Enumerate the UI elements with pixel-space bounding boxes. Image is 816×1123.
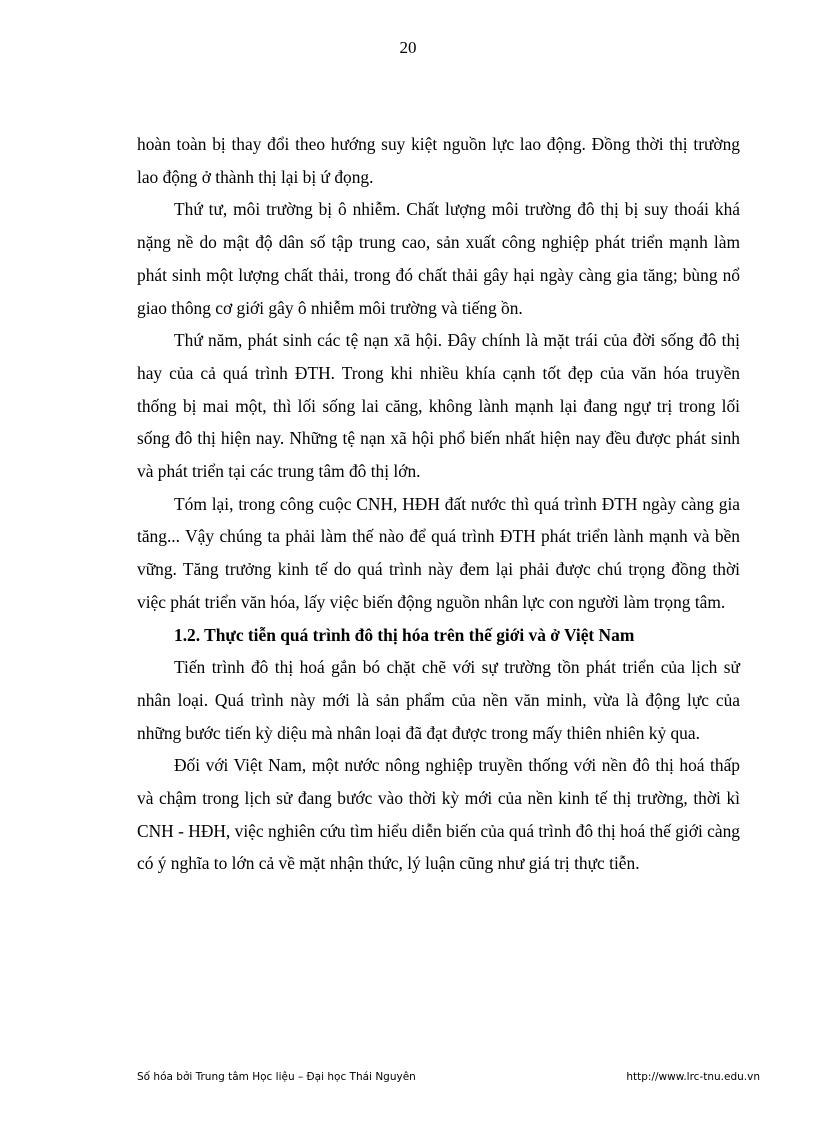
section-heading: 1.2. Thực tiễn quá trình đô thị hóa trên thế giới và ở Việt Nam bbox=[174, 624, 635, 645]
footer-url[interactable]: http://www.lrc-tnu.edu.vn bbox=[626, 1071, 760, 1083]
paragraph-summary: Tóm lại, trong công cuộc CNH, HĐH đất nước thì quá trình ĐTH ngày càng gia tăng... Vậy chúng ta phải làm thế nào để quá trình ĐTH phát triển lành mạnh và bền vững. Tăng trưởng kinh tế do quá trình này đem lại phải được chú trọng đồng thời việc phát triển văn hóa, lấy việc biến động nguồn nhân lực con người làm trọng tâm. bbox=[137, 493, 740, 612]
paragraph-continuation: hoàn toàn bị thay đổi theo hướng suy kiệt nguồn lực lao động. Đồng thời thị trường lao động ở thành thị lại bị ứ đọng. bbox=[137, 134, 740, 187]
page-number: 20 bbox=[399, 38, 417, 57]
document-body bbox=[137, 128, 740, 880]
paragraph-social-evils: Thứ năm, phát sinh các tệ nạn xã hội. Đây chính là mặt trái của đời sống đô thị hay của cả quá trình ĐTH. Trong khi nhiều khía cạnh tốt đẹp của văn hóa truyền thống bị mai một, thì lối sống lai căng, không lành mạnh lại đang ngự trị trong lối sống đô thị hiện nay. Những tệ nạn xã hội phổ biến nhất hiện nay đều được phát sinh và phát triển tại các trung tâm đô thị lớn. bbox=[137, 330, 740, 482]
paragraph-urbanization-history: Tiến trình đô thị hoá gắn bó chặt chẽ với sự trường tồn phát triển của lịch sử nhân loại. Quá trình này mới là sản phẩm của nền văn minh, vừa là động lực của những bước tiến kỳ diệu mà nhân loại đã đạt được trong mấy thiên nhiên kỷ qua. bbox=[137, 657, 740, 743]
footer-credit: Số hóa bởi Trung tâm Học liệu – Đại học Thái Nguyên bbox=[137, 1071, 416, 1083]
paragraph-vietnam: Đối với Việt Nam, một nước nông nghiệp truyền thống với nền đô thị hoá thấp và chậm trong lịch sử đang bước vào thời kỳ mới của nền kinh tế thị trường, thời kì CNH - HĐH, việc nghiên cứu tìm hiểu diễn biến của quá trình đô thị hoá thế giới càng có ý nghĩa to lớn cả về mặt nhận thức, lý luận cũng như giá trị thực tiễn. bbox=[137, 755, 740, 874]
paragraph-environment: Thứ tư, môi trường bị ô nhiễm. Chất lượng môi trường đô thị bị suy thoái khá nặng nề do mật độ dân số tập trung cao, sản xuất công nghiệp phát triển mạnh làm phát sinh một lượng chất thải, trong đó chất thải gây hại ngày càng gia tăng; bùng nổ giao thông cơ giới gây ô nhiễm môi trường và tiếng ồn. bbox=[137, 199, 740, 318]
